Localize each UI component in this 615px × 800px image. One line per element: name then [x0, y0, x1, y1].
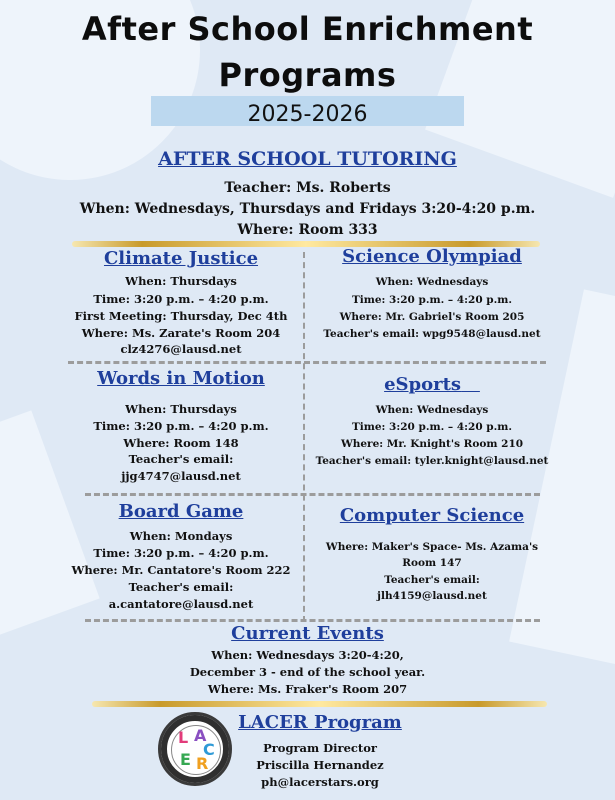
compsci-email: jlh4159@lausd.net [377, 590, 487, 602]
boardgame-line: Time: 3:20 p.m. – 4:20 p.m. [93, 546, 269, 560]
esports-email: Teacher's email: tyler.knight@lausd.net [315, 455, 549, 467]
logo-center [171, 725, 221, 775]
lacer-email: ph@lacerstars.org [261, 775, 379, 789]
lacer-heading: LACER Program [238, 712, 402, 733]
science-line: When: Wednesdays [375, 276, 489, 288]
lacer-logo [158, 712, 232, 786]
science-line: Time: 3:20 p.m. – 4:20 p.m. [351, 294, 513, 306]
science-line: Where: Mr. Gabriel's Room 205 [339, 311, 525, 323]
page-title-line1: After School Enrichment [81, 10, 534, 48]
logo-letter: A [194, 726, 207, 745]
boardgame-email: a.cantatore@lausd.net [108, 597, 254, 611]
boardgame-line: Where: Mr. Cantatore's Room 222 [71, 563, 291, 577]
row-divider [68, 361, 546, 364]
logo-letter: L [178, 728, 189, 747]
logo-letter: C [203, 740, 215, 759]
esports-heading [312, 374, 552, 395]
boardgame-heading: Board Game [118, 501, 244, 522]
words-line: Teacher's email: [128, 452, 234, 466]
words-line: Where: Room 148 [123, 436, 239, 450]
boardgame-line: When: Mondays [129, 529, 233, 543]
climate-line: First Meeting: Thursday, Dec 4th [74, 309, 288, 323]
tutoring-where: Where: Room 333 [237, 222, 378, 238]
row-divider [85, 493, 540, 496]
row-divider [85, 619, 540, 622]
column-divider [303, 252, 305, 622]
compsci-heading: Computer Science [339, 505, 525, 526]
climate-line: Time: 3:20 p.m. – 4:20 p.m. [93, 292, 269, 306]
words-line: When: Thursdays [125, 402, 237, 416]
esports-line: When: Wednesdays [375, 404, 489, 416]
tutoring-heading: AFTER SCHOOL TUTORING [158, 148, 457, 170]
boardgame-line: Teacher's email: [128, 580, 234, 594]
climate-email: clz4276@lausd.net [120, 342, 242, 356]
bg-shape [509, 289, 615, 670]
logo-letter: R [196, 754, 209, 773]
compsci-line: Room 147 [402, 557, 462, 569]
compsci-line: Teacher's email: [384, 574, 480, 586]
words-email: jjg4747@lausd.net [121, 469, 241, 483]
esports-line: Time: 3:20 p.m. – 4:20 p.m. [351, 421, 513, 433]
lacer-line: Program Director [263, 741, 377, 755]
current-line: When: Wednesdays 3:20-4:20, [211, 648, 404, 662]
esports-line: Where: Mr. Knight's Room 210 [340, 438, 524, 450]
current-heading: Current Events [231, 623, 384, 644]
compsci-line: Where: Maker's Space- Ms. Azama's [325, 541, 539, 553]
lacer-line: Priscilla Hernandez [256, 758, 384, 772]
page-title-line2: Programs [218, 56, 397, 94]
year-label: 2025-2026 [247, 102, 368, 127]
esports-heading-text: eSports [384, 374, 462, 395]
current-line: December 3 - end of the school year. [189, 665, 426, 679]
logo-letter: E [180, 750, 191, 769]
science-email: Teacher's email: wpg9548@lausd.net [323, 328, 541, 340]
words-heading: Words in Motion [97, 368, 265, 389]
climate-line: When: Thursdays [125, 274, 237, 288]
tutoring-when: When: Wednesdays, Thursdays and Fridays 3:20-4:20 p.m. [79, 201, 536, 217]
gold-divider [92, 701, 547, 707]
tutoring-teacher: Teacher: Ms. Roberts [224, 180, 391, 196]
climate-heading: Climate Justice [103, 248, 259, 269]
words-line: Time: 3:20 p.m. – 4:20 p.m. [93, 419, 269, 433]
current-line: Where: Ms. Fraker's Room 207 [207, 682, 408, 696]
climate-line: Where: Ms. Zarate's Room 204 [81, 326, 281, 340]
science-heading: Science Olympiad [342, 246, 522, 267]
